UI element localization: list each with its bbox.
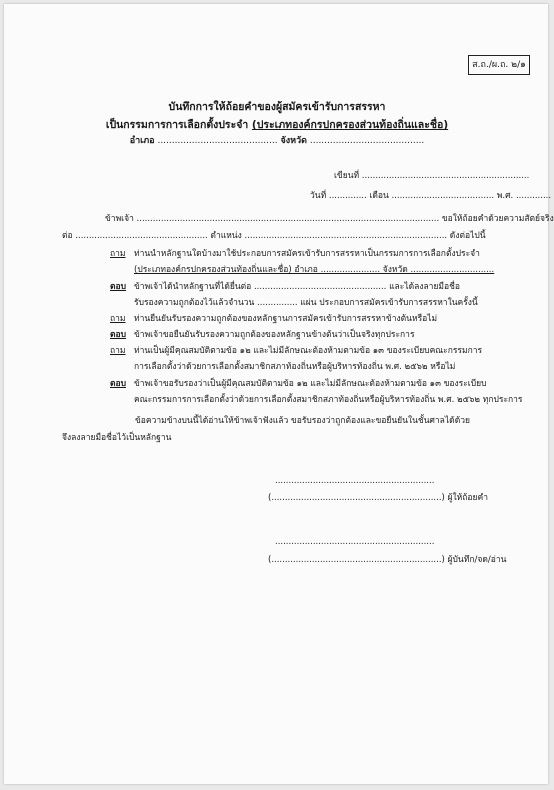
qa-label-2: ตอบ [110,282,127,292]
qa-label-5: ถาม [110,346,126,356]
qa-text-1b: (ประเภทองค์กรปกครองส่วนท้องถิ่นและชื่อ) อำเภอ ...................... จังหวัด ............................... [134,265,495,275]
signature-line-2: ........................................................... [275,537,435,547]
qa-text-3a: ท่านยืนยันรับรองความถูกต้องของหลักฐานการสมัครเข้ารับการสรรหาข้างต้นหรือไม่ [134,314,438,324]
province-blank: ........................................ [309,136,425,146]
qa-text-6a: ข้าพเจ้าขอรับรองว่าเป็นผู้มีคุณสมบัติตามข้อ ๑๒ และไม่มีลักษณะต้องห้ามตามข้อ ๑๓ ของระเบียบ [134,379,487,389]
qa-label-1: ถาม [110,249,126,259]
form-code-box: ส.ถ./ผ.ถ. ๒/๑ [468,55,530,75]
district-label: อำเภอ [129,136,155,146]
qa-text-5a: ท่านเป็นผู้มีคุณสมบัติตามข้อ ๑๒ และไม่มีลักษณะต้องห้ามตามข้อ ๑๓ ของระเบียบคณะกรรมการ [134,346,483,356]
qa-text-5b: การเลือกตั้งว่าด้วยการเลือกตั้งสมาชิกสภาท้องถิ่นหรือผู้บริหารท้องถิ่น พ.ศ. ๒๕๖๒ หรือไม่ [134,362,456,372]
signature-line-1: ........................................................... [275,476,435,486]
province-label: จังหวัด [280,136,307,146]
statement-line-1: ข้าพเจ้า ................................................................................................................ ขอให้ถ้อยคำด้วยความสัตย์จริง [105,214,554,224]
document-subtitle [0,116,554,133]
written-at-line: เขียนที่ .............................................................. [334,171,530,181]
closing-line-2: จึงลงลายมือชื่อไว้เป็นหลักฐาน [62,433,172,443]
qa-text-2a: ข้าพเจ้าได้นำหลักฐานที่ได้ยื่นต่อ ................................................. และได้ลงลายมือชื่อ [134,282,461,292]
document-title: บันทึกการให้ถ้อยคำของผู้สมัครเข้ารับการสรรหา [168,101,386,113]
district-province-line [0,133,554,147]
date-line: วันที่ .............. เดือน ...................................... พ.ศ. ............. [310,191,552,201]
qa-text-2b: รับรองความถูกต้องไว้แล้วจำนวน ............... แผ่น ประกอบการสมัครเข้ารับการสรรหาในครั้งนี้ [134,298,478,308]
closing-line-1: ข้อความข้างบนนี้ได้อ่านให้ข้าพเจ้าฟังแล้ว ขอรับรองว่าถูกต้องและขอยืนยันในชั้นศาลได้ด้วย [135,416,470,426]
qa-label-4: ตอบ [110,330,127,340]
subtitle-org-type: (ประเภทองค์กรปกครองส่วนท้องถิ่นและชื่อ) [251,119,449,131]
subtitle-text: เป็นกรรมการการเลือกตั้งประจำ [105,119,249,131]
signature-name-1: (...............................................................) ผู้ให้ถ้อยคำ [268,493,488,503]
district-blank: .......................................... [157,136,278,146]
statement-line-2: ต่อ ................................................. ตำแหน่ง ........................................................................... ดังต่อไปนี้ [62,231,486,241]
qa-text-1a: ท่านนำหลักฐานใดบ้างมาใช้ประกอบการสมัครเข้ารับการสรรหาเป็นกรรมการการเลือกตั้งประจำ [134,249,480,259]
qa-label-6: ตอบ [110,379,127,389]
qa-text-6b: คณะกรรมการการเลือกตั้งว่าด้วยการเลือกตั้งสมาชิกสภาท้องถิ่นหรือผู้บริหารท้องถิ่น พ.ศ. ๒๕๖๒ ทุกประการ [134,395,523,405]
qa-label-3: ถาม [110,314,126,324]
signature-name-2: (...............................................................) ผู้บันทึก/จด/อ่าน [268,555,507,565]
qa-text-4a: ข้าพเจ้าขอยืนยันรับรองความถูกต้องของหลักฐานข้างต้นว่าเป็นจริงทุกประการ [134,330,415,340]
